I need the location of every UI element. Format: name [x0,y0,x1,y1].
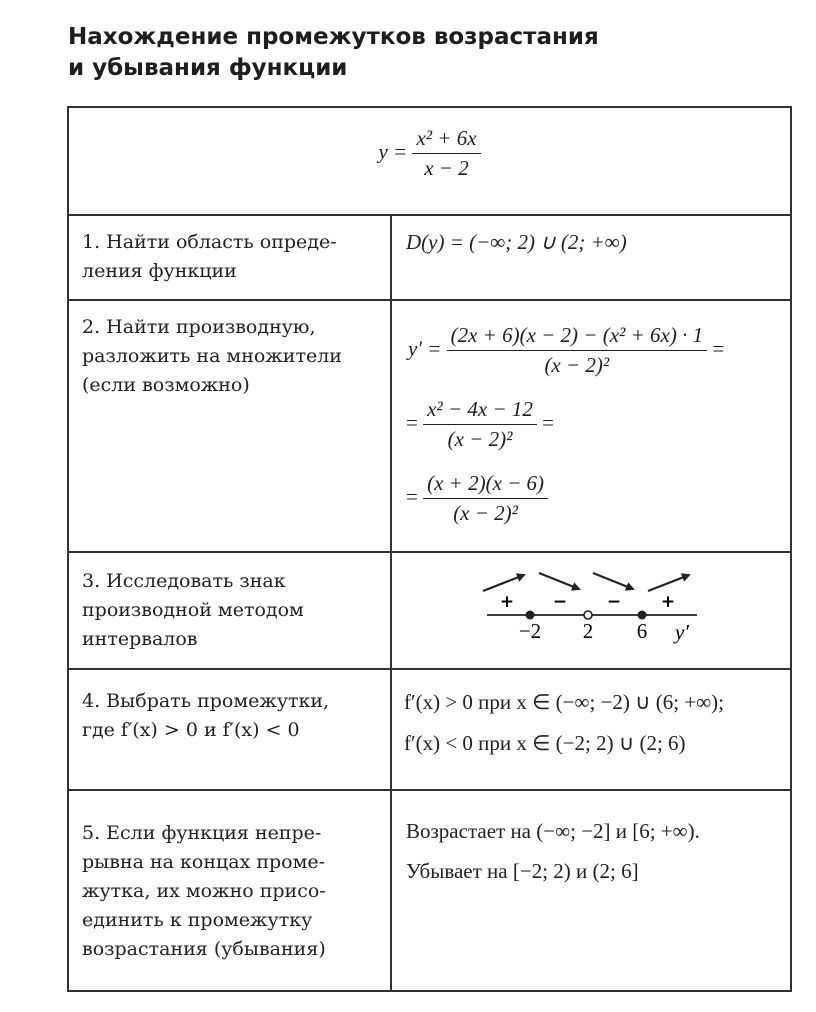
domain-result: D(y) = (−∞; 2) ∪ (2; +∞) [406,230,627,254]
tick-label-1: −2 [518,619,542,643]
derivative-f2-denominator: (x − 2)² [447,427,513,451]
step-cell-4 [69,670,392,791]
sign-interval-1: + [499,592,515,612]
derivative-fraction-2 [423,397,537,452]
tick-label-2: 2 [582,619,594,643]
derivative-f3-denominator: (x − 2)² [453,501,518,525]
step-5-line-4: единить к промежутку [82,909,313,931]
step-row-5 [69,789,790,992]
derivative-eq-1: = [712,336,725,361]
result-cell-3 [392,553,790,670]
positive-derivative-result: f′(x) > 0 при x ∈ (−∞; −2) ∪ (6; +∞); [404,690,725,714]
derivative-line-1 [408,323,724,378]
result-cell-1 [392,216,790,301]
step-row-4 [69,668,790,791]
step-5-line-2: рывна на концах проме- [82,851,326,873]
derivative-fraction-1 [447,323,707,378]
step-3-line-2: производной методом [82,599,304,621]
step-text-5 [82,819,382,964]
function-lhs: y = [378,139,408,164]
step-1-line-2: ления функции [82,260,237,282]
page-title [68,22,768,84]
title-line-1: Нахождение промежутков возрастания [68,24,599,50]
step-row-2 [69,299,790,553]
axis-label: y′ [675,620,689,644]
step-cell-3 [69,553,392,670]
derivative-eq-2: = [406,410,418,435]
derivative-line-2 [406,397,554,452]
increase-arrow-icon [648,575,689,591]
derivative-lhs: y′ = [408,336,442,361]
step-text-4 [82,687,382,745]
decreasing-intervals: Убывает на [−2; 2) и (2; 6] [406,859,639,883]
step-text-2 [82,313,382,400]
function-formula [69,126,790,181]
sign-interval-2: − [552,592,568,612]
derivative-eq-3: = [542,410,554,435]
negative-derivative-result: f′(x) < 0 при x ∈ (−2; 2) ∪ (2; 6) [404,731,686,755]
step-row-3 [69,551,790,670]
title-line-2: и убывания функции [68,55,348,81]
increasing-intervals: Возрастает на (−∞; −2] и [6; +∞). [406,819,700,843]
method-table [67,106,792,992]
step-3-line-3: интервалов [82,628,198,650]
step-5-line-5: возрастания (убывания) [82,938,326,960]
tick-label-3: 6 [636,619,648,643]
result-cell-2 [392,301,790,553]
step-2-line-2: разложить на множители [82,345,342,367]
step-4-line-2: где f′(x) > 0 и f′(x) < 0 [82,719,300,741]
sign-interval-4: + [660,592,676,612]
step-cell-1 [69,216,392,301]
step-2-line-3: (если возможно) [82,374,250,396]
sign-chart [392,553,792,666]
step-5-line-3: жутка, их можно присо- [82,880,326,902]
derivative-f3-numerator: (x + 2)(x − 6) [423,471,548,499]
step-text-1 [82,228,382,286]
derivative-f1-numerator: (2x + 6)(x − 2) − (x² + 6x) · 1 [447,323,707,351]
step-4-line-1: 4. Выбрать промежутки, [82,690,330,712]
step-cell-2 [69,301,392,553]
open-point-icon [584,611,592,619]
derivative-fraction-3 [423,471,548,526]
decrease-arrow-icon [539,573,579,589]
increase-arrow-icon [483,575,524,591]
step-text-3 [82,567,382,654]
decrease-arrow-icon [593,573,633,589]
step-cell-5 [69,791,392,992]
step-1-line-1: 1. Найти область опреде- [82,231,337,253]
derivative-line-3 [406,471,548,526]
function-row [69,108,790,214]
function-numerator: x² + 6x [412,126,480,154]
result-cell-4 [392,670,790,791]
derivative-f1-denominator: (x − 2)² [544,353,610,377]
derivative-eq-4: = [406,484,418,509]
sign-interval-3: − [606,592,622,612]
function-denominator: x − 2 [424,156,469,180]
function-fraction [412,126,480,181]
step-3-line-1: 3. Исследовать знак [82,570,286,592]
step-row-1 [69,214,790,301]
derivative-f2-numerator: x² − 4x − 12 [423,397,537,425]
step-2-line-1: 2. Найти производную, [82,316,316,338]
step-5-line-1: 5. Если функция непре- [82,822,322,844]
result-cell-5 [392,791,790,992]
